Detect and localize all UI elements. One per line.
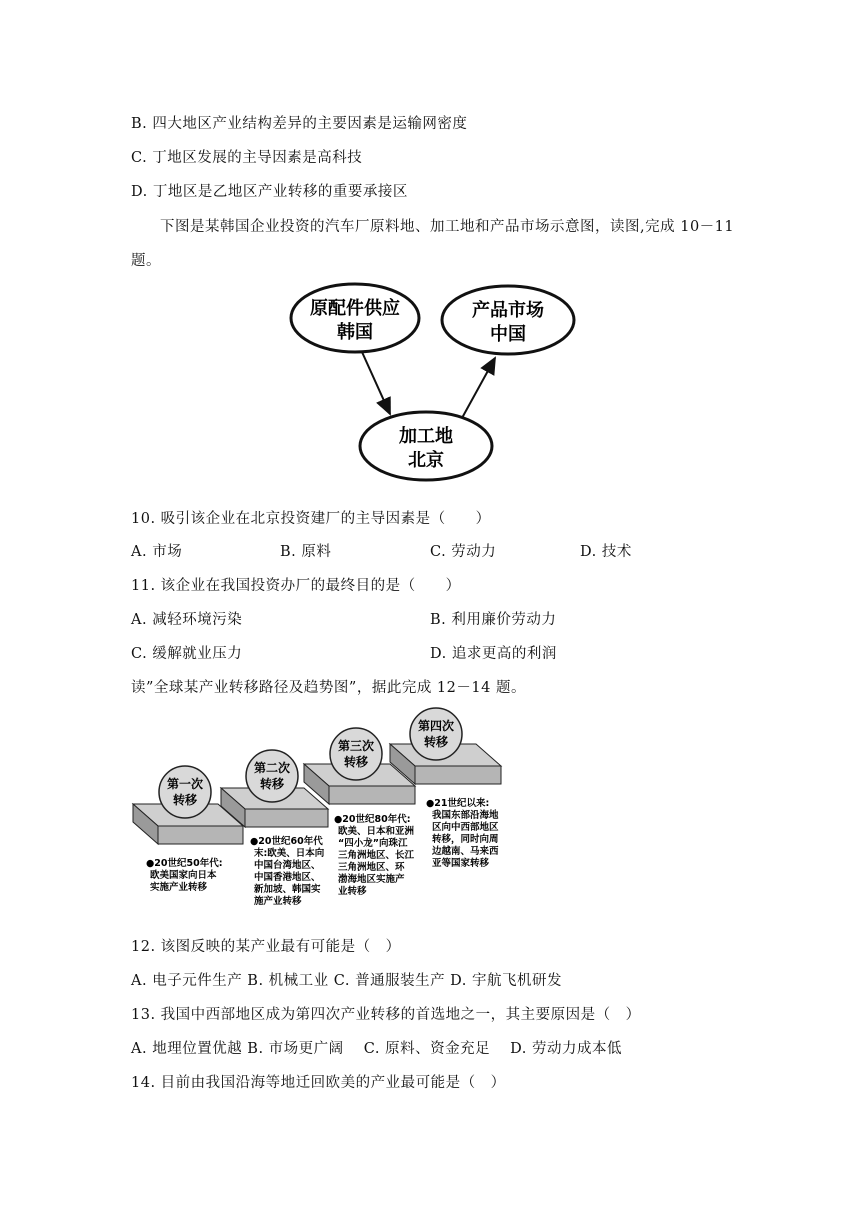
- q10-option-d: D. 技术: [580, 544, 632, 560]
- q10-option-a: A. 市场: [131, 544, 183, 560]
- question-12: 12. 该图反映的某产业最有可能是（ ）: [131, 939, 401, 955]
- q11-option-a: A. 减轻环境污染: [131, 612, 243, 628]
- industry-transfer-diagram: [128, 704, 508, 924]
- step-3-notes: ●20世纪80年代: 欧美、日本和亚洲 “四小龙”向珠江 三角洲地区、长江 三角洲地区、环 渤海地区实施产 业转移: [334, 814, 415, 897]
- q11-option-c: C. 缓解就业压力: [131, 646, 243, 662]
- car-factory-diagram: [280, 280, 580, 490]
- question-13: 13. 我国中西部地区成为第四次产业转移的首选地之一，其主要原因是（ ）: [131, 1007, 641, 1023]
- arrow-source-to-process: [362, 352, 390, 414]
- step-4-title-2: 转移: [423, 735, 449, 749]
- q10-option-c: C. 劳动力: [430, 544, 497, 560]
- step-4-badge: [410, 708, 462, 760]
- step-1-title-2: 转移: [172, 793, 198, 807]
- q10-option-b: B. 原料: [280, 544, 332, 560]
- step-1-badge: [159, 766, 211, 818]
- step-2-badge: [246, 750, 298, 802]
- process-label-1: 加工地: [399, 426, 453, 447]
- option-b-q9: B. 四大地区产业结构差异的主要因素是运输网密度: [131, 116, 468, 132]
- step-4-notes: ●21世纪以来: 我国东部沿海地 区向中西部地区 转移，同时向周 边越南、马来西 亚等国家转移: [426, 798, 499, 869]
- market-label-2: 中国: [490, 324, 526, 345]
- process-label-2: 北京: [408, 450, 444, 471]
- source-label-2: 韩国: [337, 322, 373, 343]
- arrow-process-to-market: [462, 358, 495, 418]
- intro-10-11-cont: 题。: [131, 253, 161, 269]
- step-3-title-1: 第三次: [337, 739, 375, 753]
- question-14: 14. 目前由我国沿海等地迁回欧美的产业最可能是（ ）: [131, 1075, 506, 1091]
- question-13-options: A. 地理位置优越 B. 市场更广阔 C. 原料、资金充足 D. 劳动力成本低: [131, 1041, 623, 1057]
- step-2-title-1: 第二次: [253, 761, 291, 775]
- question-10: 10. 吸引该企业在北京投资建厂的主导因素是（ ）: [131, 511, 491, 527]
- source-label-1: 原配件供应: [310, 298, 400, 319]
- intro-12-14: 读”全球某产业转移路径及趋势图”，据此完成 12－14 题。: [131, 680, 526, 696]
- q11-option-d: D. 追求更高的利润: [430, 646, 557, 662]
- q11-option-b: B. 利用廉价劳动力: [430, 612, 557, 628]
- market-label-1: 产品市场: [472, 300, 544, 321]
- option-d-q9: D. 丁地区是乙地区产业转移的重要承接区: [131, 184, 408, 200]
- step-1-notes: ●20世纪50年代: 欧美国家向日本 实施产业转移: [146, 858, 223, 893]
- option-c-q9: C. 丁地区发展的主导因素是高科技: [131, 150, 363, 166]
- question-11: 11. 该企业在我国投资办厂的最终目的是（ ）: [131, 578, 461, 594]
- intro-10-11: 下图是某韩国企业投资的汽车厂原料地、加工地和产品市场示意图，读图,完成 10－11: [160, 219, 735, 235]
- step-2-title-2: 转移: [259, 777, 285, 791]
- step-2-notes: ●20世纪60年代 末:欧美、日本向 中国台湾地区、 中国香港地区、 新加坡、韩国实 施产业转移: [250, 836, 325, 907]
- step-3-badge: [330, 728, 382, 780]
- step-4-title-1: 第四次: [417, 719, 455, 733]
- question-12-options: A. 电子元件生产 B. 机械工业 C. 普通服装生产 D. 宇航飞机研发: [131, 973, 563, 989]
- step-3-title-2: 转移: [343, 755, 369, 769]
- step-1-title-1: 第一次: [166, 777, 204, 791]
